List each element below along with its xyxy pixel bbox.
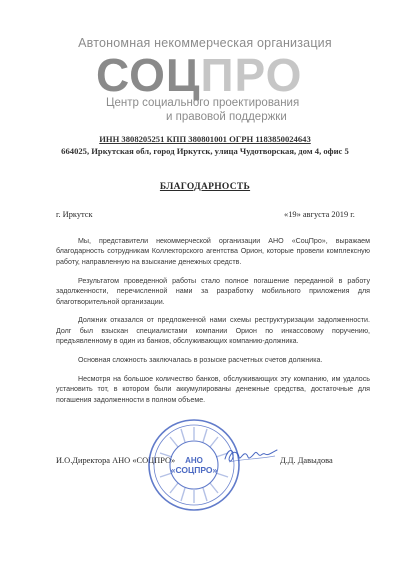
brand-first: СОЦ: [96, 49, 201, 101]
brand-second: ПРО: [200, 49, 303, 101]
body-paragraph: Несмотря на большое количество банков, обслуживающих эту компанию, им удалось установить тот, в котором были аккумулированы денежные средства, достаточные для погашения задолженности в полном объеме.: [56, 375, 370, 404]
brand-subtitle-line1: Центр социального проектирования: [106, 97, 300, 109]
body-paragraph: Основная сложность заключалась в розыске расчетных счетов должника.: [78, 356, 323, 365]
document-date: «19» августа 2019 г.: [284, 210, 355, 219]
org-type-line: Автономная некоммерческая организация: [78, 36, 332, 50]
body-paragraph: Результатом проведенной работы стало полное погашение переданной в работу задолженности, перечисленной нами за разработку мобильного приложения для благотворительной организации.: [56, 276, 370, 306]
address-line: 664025, Иркутская обл, город Иркутск, улица Чудотворская, дом 4, офис 5: [61, 146, 349, 156]
stamp-center-line2: «СОЦПРО»: [170, 465, 218, 475]
brand-logo: [96, 49, 336, 101]
document-body: [56, 236, 370, 414]
handwritten-signature: [222, 444, 280, 466]
brand-wordmark: [96, 49, 303, 101]
document-city: г. Иркутск: [56, 210, 93, 219]
signatory-position: И.О.Директора АНО «СОЦПРО»: [56, 456, 176, 465]
body-paragraph: Мы, представители некоммерческой организации АНО «СоцПро», выражаем благодарность сотрудникам Коллекторского агентства Орион, которые провели комплексную работу, направленную на взыскание денежных средств.: [56, 237, 370, 266]
document-title: БЛАГОДАРНОСТЬ: [159, 182, 251, 192]
brand-subtitle: [98, 96, 338, 124]
requisites-block: [0, 134, 410, 156]
signatory-name: Д.Д. Давыдова: [280, 456, 333, 465]
brand-subtitle-line2: и правовой поддержки: [166, 111, 287, 123]
stamp-center-line1: АНО: [185, 456, 203, 465]
body-paragraph: Должник отказался от предложенной нами схемы реструктуризации задолженности. Долг был взыскан специалистами компании Орион по инкассовому поручению, предъявленному в один из банков, обслуживающих компанию-должника.: [56, 316, 370, 346]
requisites-line: ИНН 3808205251 КПП 380801001 ОГРН 1183850024643: [99, 134, 311, 144]
